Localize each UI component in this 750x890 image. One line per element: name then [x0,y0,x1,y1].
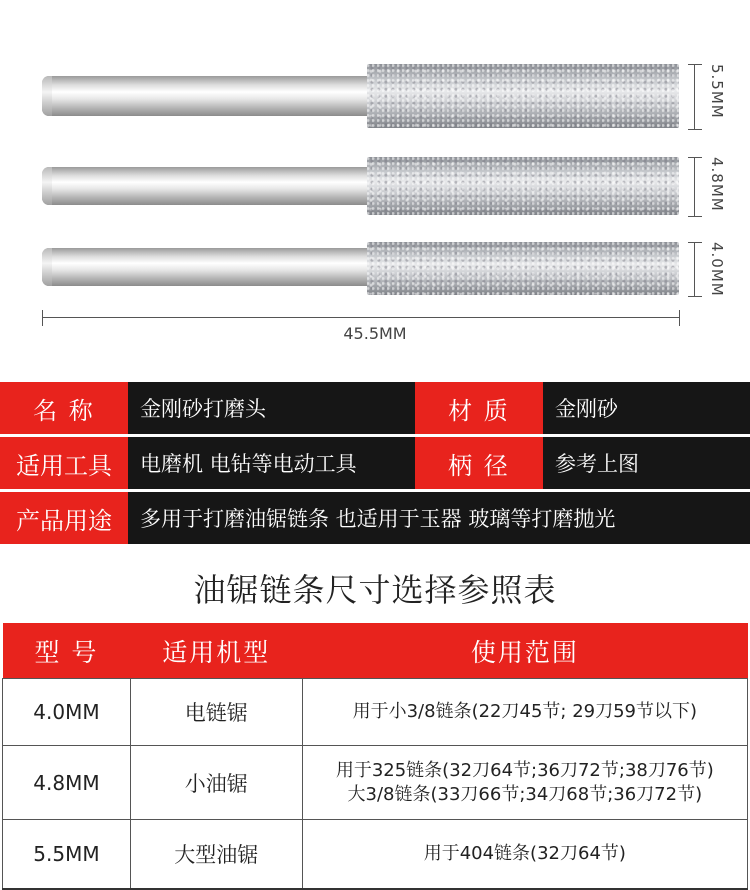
range-line: 用于325链条(32刀64节;36刀72节;38刀76节) [335,759,714,781]
column-header-model: 适用机型 [130,623,302,679]
diameter-marker [688,64,702,130]
range-cell [302,746,747,820]
length-dimension-line [42,317,680,318]
usage-value: 多用于打磨油锯链条 也适用于玉器 玻璃等打磨抛光 [128,492,750,544]
diameter-marker [688,157,702,217]
model-cell: 电链锯 [130,679,302,746]
range-cell [302,820,747,890]
range-line: 用于小3/8链条(22刀45节; 29刀59节以下) [352,701,698,722]
size-cell: 5.5MM [3,820,131,890]
shank-value: 参考上图 [543,437,750,489]
bit-shank [42,76,368,116]
column-header-size: 型 号 [3,623,131,679]
range-line: 用于404链条(32刀64节) [423,843,626,864]
bit-diamond-head [367,157,679,215]
material-label: 材 质 [415,382,543,434]
model-cell: 小油锯 [130,746,302,820]
diameter-label: 4.8MM [708,157,726,212]
table-header-row [3,623,748,679]
size-chart-table [2,623,748,890]
diameter-label: 5.5MM [708,64,726,119]
bit-shank [42,167,368,205]
tools-label: 适用工具 [0,437,128,489]
diameter-marker [688,242,702,297]
range-line: 大3/8链条(33刀66节;34刀68节;36刀72节) [347,783,703,805]
name-label: 名 称 [0,382,128,434]
range-cell [302,679,747,746]
name-value: 金刚砂打磨头 [128,382,415,434]
bit-diamond-head [367,242,679,295]
size-chart-title: 油锯链条尺寸选择参照表 [193,571,557,609]
column-header-range: 使用范围 [302,623,747,679]
model-cell: 大型油锯 [130,820,302,890]
length-label: 45.5MM [343,324,407,343]
table-row [3,746,748,820]
bit-diamond-head [367,64,679,128]
bit-shank [42,248,368,286]
spec-row [0,382,750,434]
diameter-label: 4.0MM [708,242,726,297]
shank-label: 柄 径 [415,437,543,489]
spec-row [0,492,750,544]
size-cell: 4.0MM [3,679,131,746]
usage-label: 产品用途 [0,492,128,544]
size-cell: 4.8MM [3,746,131,820]
spec-row [0,437,750,489]
material-value: 金刚砂 [543,382,750,434]
tools-value: 电磨机 电钻等电动工具 [128,437,415,489]
spec-table [0,382,750,547]
product-illustration [0,0,750,370]
table-row [3,820,748,890]
table-row [3,679,748,746]
